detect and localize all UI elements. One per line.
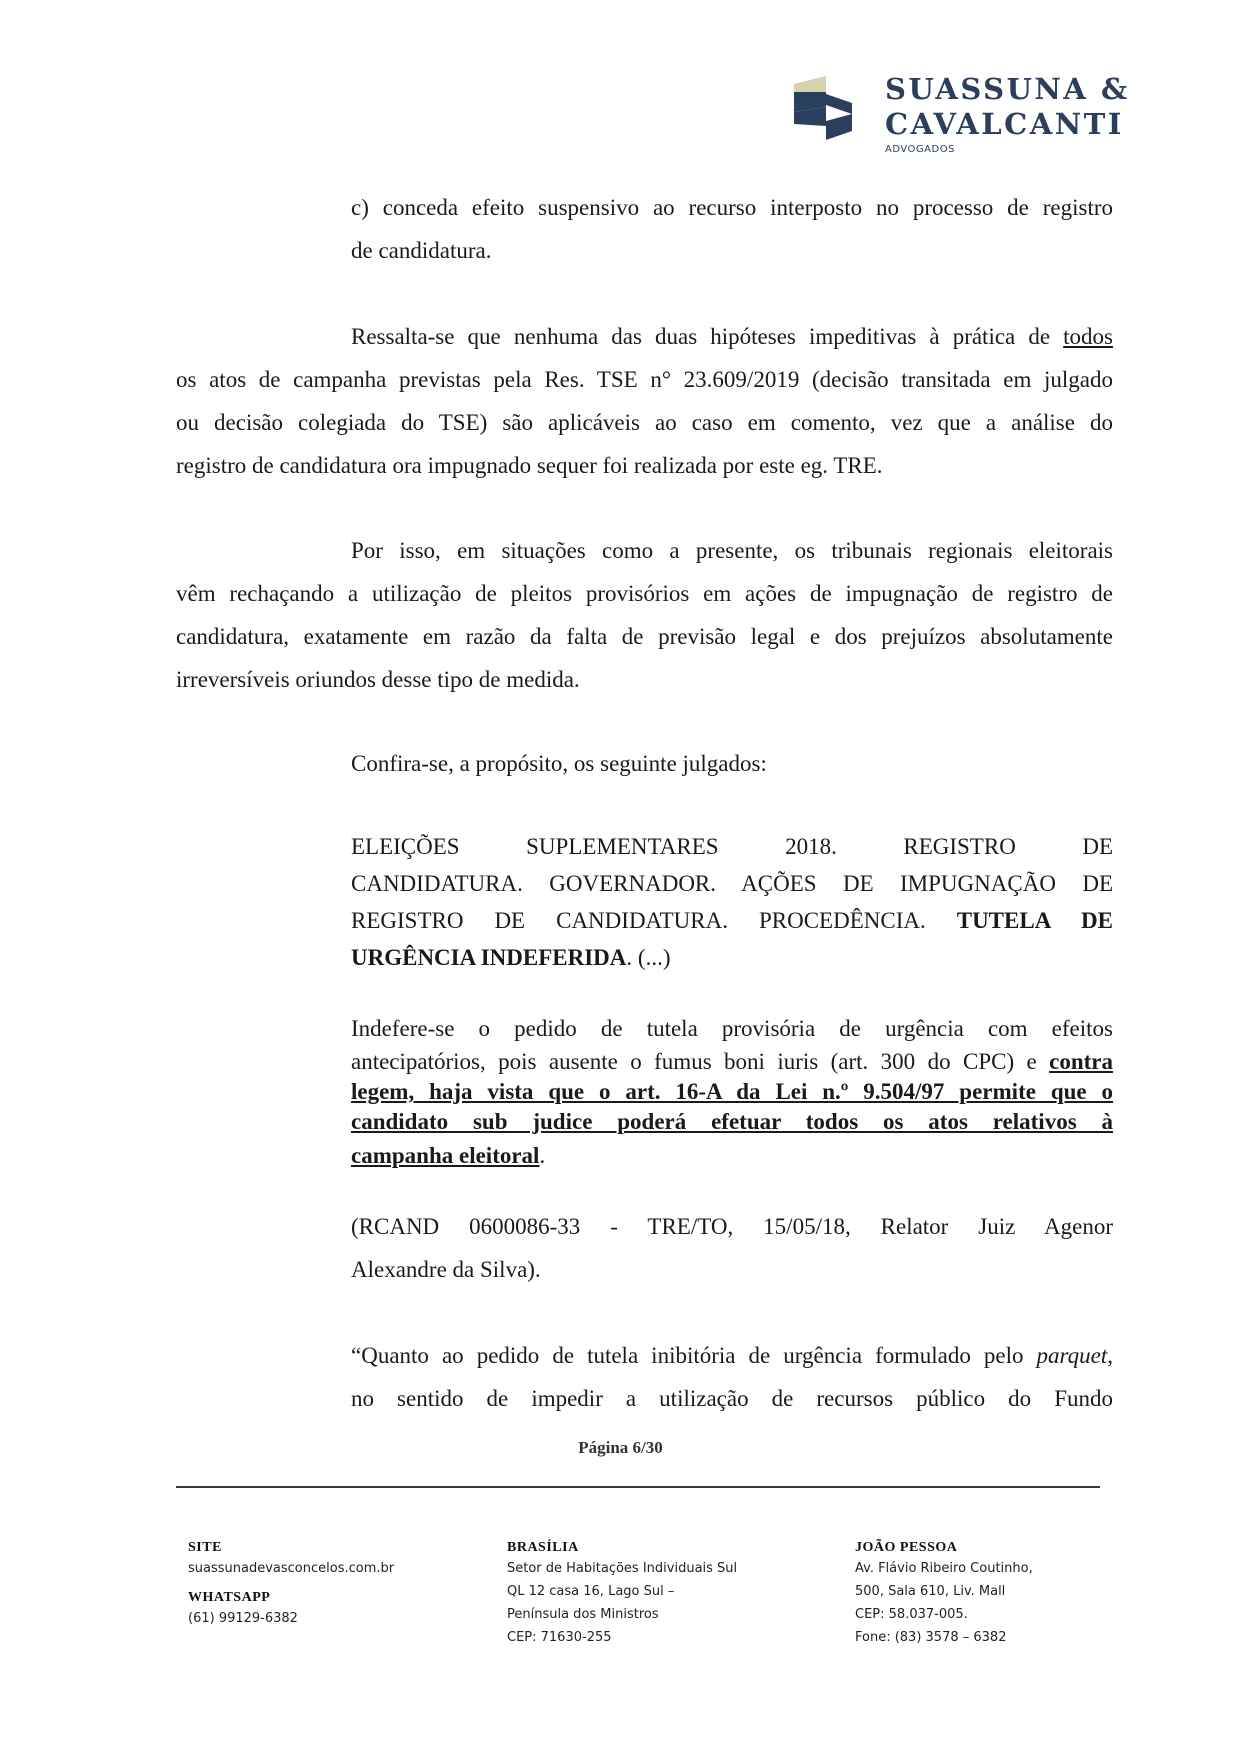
logo-name-line2: CAVALCANTI [885, 107, 1124, 141]
paragraph-line: irreversíveis oriundos desse tipo de medida. [176, 667, 580, 692]
quote-line [351, 939, 1113, 976]
address-line: Fone: (83) 3578 – 6382 [855, 1630, 1007, 1645]
italic-text: parquet [1036, 1343, 1108, 1368]
quote-line [351, 1047, 1113, 1077]
bold-text: URGÊNCIA INDEFERIDA [351, 945, 627, 970]
item-c-line: c) conceda efeito suspensivo ao recurso interposto no processo de registro [351, 195, 1113, 220]
quote-line: ELEIÇÕES SUPLEMENTARES 2018. REGISTRO DE [351, 834, 1113, 859]
footer-whatsapp-number: (61) 99129-6382 [188, 1611, 298, 1626]
bold-text: TUTELA DE [956, 908, 1113, 933]
item-c-line: de candidatura. [351, 238, 492, 263]
footer-whatsapp-title: WHATSAPP [188, 1590, 271, 1605]
paragraph-line [176, 315, 1113, 358]
paragraph-line: vêm rechaçando a utilização de pleitos provisórios em ações de impugnação de registro de [176, 581, 1113, 606]
address-line: QL 12 casa 16, Lago Sul – [507, 1584, 675, 1599]
text-run: Ressalta-se que nenhuma das duas hipóteses impeditivas à prática de [351, 324, 1064, 349]
text-run: , [1107, 1343, 1113, 1368]
firm-logo [792, 72, 1132, 162]
text-run: REGISTRO DE CANDIDATURA. PROCEDÊNCIA. [351, 908, 957, 933]
paragraph-line: candidatura, exatamente em razão da falta de previsão legal e dos prejuízos absolutamente [176, 624, 1113, 649]
footer-joao-pessoa-title: JOÃO PESSOA [855, 1540, 958, 1555]
quote-line: candidato sub judice poderá efetuar todos os atos relativos à [351, 1109, 1113, 1134]
text-run: antecipatórios, pois ausente o fumus boni iuris (art. 300 do CPC) e [351, 1049, 1050, 1074]
paragraph-line: Por isso, em situações como a presente, os tribunais regionais eleitorais [351, 538, 1113, 563]
footer-joao-pessoa-address [855, 1557, 1033, 1649]
paragraph-line: Confira-se, a propósito, os seguinte julgados: [351, 751, 767, 776]
citation-line: Alexandre da Silva). [351, 1257, 541, 1282]
footer-brasilia-address [507, 1557, 737, 1649]
quote-line [351, 1137, 1113, 1174]
address-line: CEP: 71630-255 [507, 1630, 612, 1645]
address-line: Península dos Ministros [507, 1607, 659, 1622]
quote-parquet [351, 1334, 1113, 1420]
paragraph-line: ou decisão colegiada do TSE) são aplicáveis ao caso em comento, vez que a análise do [176, 410, 1113, 435]
text-run: “Quanto ao pedido de tutela inibitória de urgência formulado pelo [351, 1343, 1037, 1368]
text-run: . [539, 1143, 546, 1168]
bold-underlined-text: campanha eleitoral [351, 1143, 540, 1168]
paragraph-line: registro de candidatura ora impugnado sequer foi realizada por este eg. TRE. [176, 453, 883, 478]
logo-name [885, 72, 1130, 142]
citation [351, 1205, 1113, 1291]
page-number: Página 6/30 [578, 1438, 663, 1457]
underlined-text: todos [1063, 324, 1113, 349]
paragraph-confira [351, 742, 1113, 785]
citation-line: (RCAND 0600086-33 - TRE/TO, 15/05/18, Relator Juiz Agenor [351, 1214, 1113, 1239]
quote-line: legem, haja vista que o art. 16-A da Lei n.º 9.504/97 permite que o [351, 1079, 1113, 1104]
footer-site-title: SITE [188, 1540, 222, 1555]
paragraph-line: os atos de campanha previstas pela Res. TSE n° 23.609/2019 (decisão transitada em julgado [176, 367, 1113, 392]
quote-decisao [351, 1010, 1113, 1174]
footer-brasilia-title: BRASÍLIA [507, 1540, 579, 1555]
address-line: Setor de Habitações Individuais Sul [507, 1561, 738, 1576]
item-c [351, 186, 1113, 272]
paragraph-por-isso [176, 529, 1113, 701]
paragraph-ressalta [176, 315, 1113, 487]
address-line: 500, Sala 610, Liv. Mall [855, 1584, 1006, 1599]
bold-underlined-text: contra [1049, 1049, 1113, 1074]
address-line: CEP: 58.037-005. [855, 1607, 968, 1622]
quote-line: Indefere-se o pedido de tutela provisória de urgência com efeitos [351, 1016, 1113, 1041]
quote-line: CANDIDATURA. GOVERNADOR. AÇÕES DE IMPUGNAÇÃO DE [351, 871, 1113, 896]
quote-line: no sentido de impedir a utilização de recursos público do Fundo [351, 1386, 1113, 1411]
address-line: Av. Flávio Ribeiro Coutinho, [855, 1561, 1033, 1576]
logo-name-line1: SUASSUNA & [885, 72, 1130, 106]
quote-ementa [351, 828, 1113, 976]
quote-line [351, 902, 1113, 939]
logo-mark-icon [792, 76, 866, 146]
quote-line [351, 1334, 1113, 1377]
footer-divider [176, 1486, 1100, 1488]
footer-site-link[interactable]: suassunadevasconcelos.com.br [188, 1561, 395, 1576]
text-run: . (...) [626, 945, 671, 970]
logo-subtitle: ADVOGADOS [885, 144, 955, 155]
